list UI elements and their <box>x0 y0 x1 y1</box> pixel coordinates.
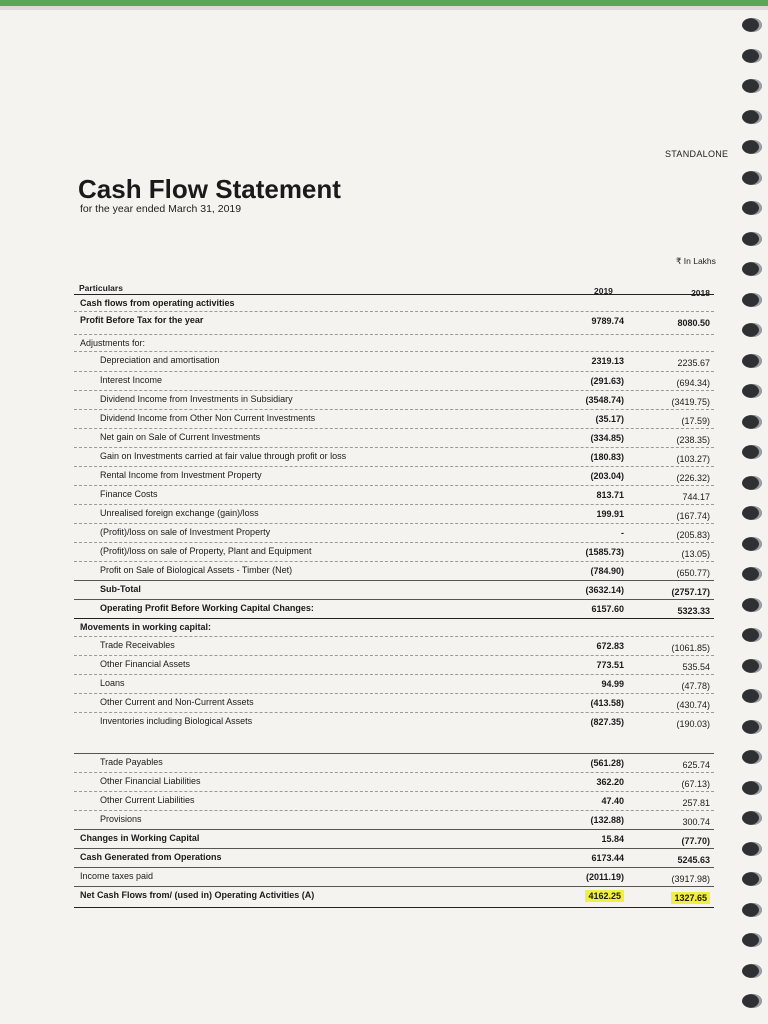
value-2018: (226.32) <box>676 473 710 483</box>
value-2019: (334.85) <box>590 433 624 443</box>
table-row <box>74 372 714 391</box>
value-2019: 672.83 <box>596 641 624 651</box>
value-2019: (180.83) <box>590 452 624 462</box>
statement-sheet <box>58 0 744 1024</box>
value-2019: (784.90) <box>590 566 624 576</box>
value-2019: 9789.74 <box>591 316 624 326</box>
table-row <box>74 543 714 562</box>
value-2018: (430.74) <box>676 700 710 710</box>
binding-ring <box>742 293 762 307</box>
binding-ring <box>742 811 762 825</box>
row-label: Cash flows from operating activities <box>80 298 235 308</box>
value-2019: - <box>621 528 624 538</box>
value-2019: 199.91 <box>596 509 624 519</box>
value-2019: (2011.19) <box>585 872 624 882</box>
table-row <box>74 656 714 675</box>
value-2018: (238.35) <box>676 435 710 445</box>
spiral-binding <box>738 0 768 1024</box>
table-row <box>74 811 714 830</box>
binding-ring <box>742 781 762 795</box>
row-label: Other Financial Liabilities <box>100 776 201 786</box>
binding-ring <box>742 354 762 368</box>
table-row <box>74 887 714 908</box>
value-2019: 813.71 <box>596 490 624 500</box>
row-label: Other Current Liabilities <box>100 795 195 805</box>
row-label: Adjustments for: <box>80 338 146 348</box>
cash-flow-table <box>74 278 714 908</box>
table-row <box>74 868 714 887</box>
value-2019: (3632.14) <box>585 585 624 595</box>
page-title: Cash Flow Statement <box>78 174 341 204</box>
binding-ring <box>742 476 762 490</box>
value-2018: (103.27) <box>676 454 710 464</box>
table-row <box>74 524 714 543</box>
value-2018: 535.54 <box>682 662 710 672</box>
value-2018: (17.59) <box>681 416 710 426</box>
table-row <box>74 505 714 524</box>
value-2019: 773.51 <box>596 660 624 670</box>
row-label: Interest Income <box>100 375 163 385</box>
value-2018: (47.78) <box>681 681 710 691</box>
binding-ring <box>742 232 762 246</box>
binding-ring <box>742 262 762 276</box>
header-year-2019: 2019 <box>594 286 613 296</box>
row-label: Net Cash Flows from/ (used in) Operating Activities (A) <box>80 890 315 900</box>
table-row <box>74 410 714 429</box>
header-year-2018: 2018 <box>691 288 710 298</box>
binding-ring <box>742 415 762 429</box>
row-label: Net gain on Sale of Current Investments <box>100 432 261 442</box>
binding-ring <box>742 964 762 978</box>
value-2018: 300.74 <box>682 817 710 827</box>
value-2019: 6173.44 <box>591 853 624 863</box>
value-2019 <box>556 891 624 901</box>
binding-ring <box>742 49 762 63</box>
binding-ring <box>742 720 762 734</box>
value-2019: (291.63) <box>590 376 624 386</box>
value-2018: (77.70) <box>681 836 710 846</box>
value-2018: (3917.98) <box>671 874 710 884</box>
binding-ring <box>742 506 762 520</box>
row-label: Profit on Sale of Biological Assets - Timber (Net) <box>100 565 293 575</box>
value-2018: 744.17 <box>682 492 710 502</box>
value-2019: (413.58) <box>590 698 624 708</box>
row-label: Changes in Working Capital <box>80 833 200 843</box>
value-2018: (190.03) <box>676 719 710 729</box>
highlighted-value: 1327.65 <box>671 892 710 904</box>
row-label: Cash Generated from Operations <box>80 852 222 862</box>
row-label: Loans <box>100 678 125 688</box>
row-label: Sub-Total <box>100 584 141 594</box>
row-label: Depreciation and amortisation <box>100 355 220 365</box>
value-2018: (650.77) <box>676 568 710 578</box>
binding-ring <box>742 750 762 764</box>
currency-unit: ₹ In Lakhs <box>676 256 716 266</box>
binding-ring <box>742 842 762 856</box>
value-2018: (2757.17) <box>671 587 710 597</box>
row-label: Other Financial Assets <box>100 659 191 669</box>
value-2018: 8080.50 <box>677 318 710 328</box>
standalone-tag: STANDALONE <box>665 149 729 159</box>
table-row <box>74 830 714 849</box>
highlighted-value: 4162.25 <box>585 890 624 902</box>
row-label: Income taxes paid <box>80 871 154 881</box>
table-row <box>74 773 714 792</box>
row-label: (Profit)/loss on sale of Property, Plant and Equipment <box>100 546 312 556</box>
binding-ring <box>742 323 762 337</box>
table-row <box>74 713 714 731</box>
binding-ring <box>742 201 762 215</box>
binding-ring <box>742 903 762 917</box>
binding-ring <box>742 171 762 185</box>
table-body <box>74 295 714 908</box>
row-label: Trade Receivables <box>100 640 175 650</box>
table-row <box>74 467 714 486</box>
table-row <box>74 675 714 694</box>
table-row <box>74 637 714 656</box>
table-row <box>74 619 714 637</box>
row-label: Trade Payables <box>100 757 163 767</box>
row-label: Rental Income from Investment Property <box>100 470 262 480</box>
row-label: Inventories including Biological Assets <box>100 716 253 726</box>
binding-ring <box>742 994 762 1008</box>
value-2018: 5245.63 <box>677 855 710 865</box>
binding-ring <box>742 933 762 947</box>
binding-ring <box>742 598 762 612</box>
binding-ring <box>742 384 762 398</box>
value-2019: (827.35) <box>590 717 624 727</box>
row-label: Finance Costs <box>100 489 158 499</box>
value-2018: (67.13) <box>681 779 710 789</box>
binding-ring <box>742 140 762 154</box>
row-label: Provisions <box>100 814 142 824</box>
table-row <box>74 792 714 811</box>
row-label: Operating Profit Before Working Capital Changes: <box>100 603 314 613</box>
row-label: Gain on Investments carried at fair value through profit or loss <box>100 451 347 461</box>
value-2019: (3548.74) <box>585 395 624 405</box>
table-header <box>74 278 714 298</box>
binding-ring <box>742 659 762 673</box>
row-label: Unrealised foreign exchange (gain)/loss <box>100 508 259 518</box>
value-2018: 2235.67 <box>677 358 710 368</box>
value-2019: 6157.60 <box>591 604 624 614</box>
value-2019: 2319.13 <box>591 356 624 366</box>
table-row <box>74 581 714 600</box>
binding-ring <box>742 689 762 703</box>
binding-ring <box>742 110 762 124</box>
page-subtitle: for the year ended March 31, 2019 <box>80 203 242 215</box>
binding-ring <box>742 628 762 642</box>
binding-ring <box>742 445 762 459</box>
table-row <box>74 694 714 713</box>
table-row <box>74 391 714 410</box>
table-row <box>74 600 714 619</box>
row-label: Other Current and Non-Current Assets <box>100 697 254 707</box>
row-label: (Profit)/loss on sale of Investment Property <box>100 527 271 537</box>
table-row <box>74 486 714 505</box>
table-row <box>74 312 714 335</box>
value-2018: (3419.75) <box>671 397 710 407</box>
value-2018: 257.81 <box>682 798 710 808</box>
value-2019: 15.84 <box>601 834 624 844</box>
value-2019: 362.20 <box>596 777 624 787</box>
value-2018: 5323.33 <box>677 606 710 616</box>
table-row <box>74 849 714 868</box>
value-2019: (1585.73) <box>585 547 624 557</box>
table-row <box>74 352 714 372</box>
value-2018: (13.05) <box>681 549 710 559</box>
row-label: Profit Before Tax for the year <box>80 315 204 325</box>
binding-ring <box>742 79 762 93</box>
table-row <box>74 562 714 581</box>
table-row <box>74 429 714 448</box>
row-label: Movements in working capital: <box>80 622 212 632</box>
value-2018: (694.34) <box>676 378 710 388</box>
header-particulars: Particulars <box>79 283 123 293</box>
binding-ring <box>742 18 762 32</box>
table-row <box>74 448 714 467</box>
value-2019: 94.99 <box>601 679 624 689</box>
value-2019: (132.88) <box>590 815 624 825</box>
table-row <box>74 295 714 312</box>
value-2018: (205.83) <box>676 530 710 540</box>
row-label: Dividend Income from Investments in Subsidiary <box>100 394 293 404</box>
value-2019: (561.28) <box>590 758 624 768</box>
binding-ring <box>742 567 762 581</box>
value-2019: (203.04) <box>590 471 624 481</box>
table-row <box>74 754 714 773</box>
binding-ring <box>742 872 762 886</box>
table-row <box>74 731 714 754</box>
value-2018 <box>644 893 710 903</box>
value-2018: (167.74) <box>676 511 710 521</box>
value-2018: 625.74 <box>682 760 710 770</box>
row-label: Dividend Income from Other Non Current Investments <box>100 413 316 423</box>
value-2019: (35.17) <box>595 414 624 424</box>
binding-ring <box>742 537 762 551</box>
table-row <box>74 335 714 352</box>
value-2019: 47.40 <box>601 796 624 806</box>
value-2018: (1061.85) <box>671 643 710 653</box>
